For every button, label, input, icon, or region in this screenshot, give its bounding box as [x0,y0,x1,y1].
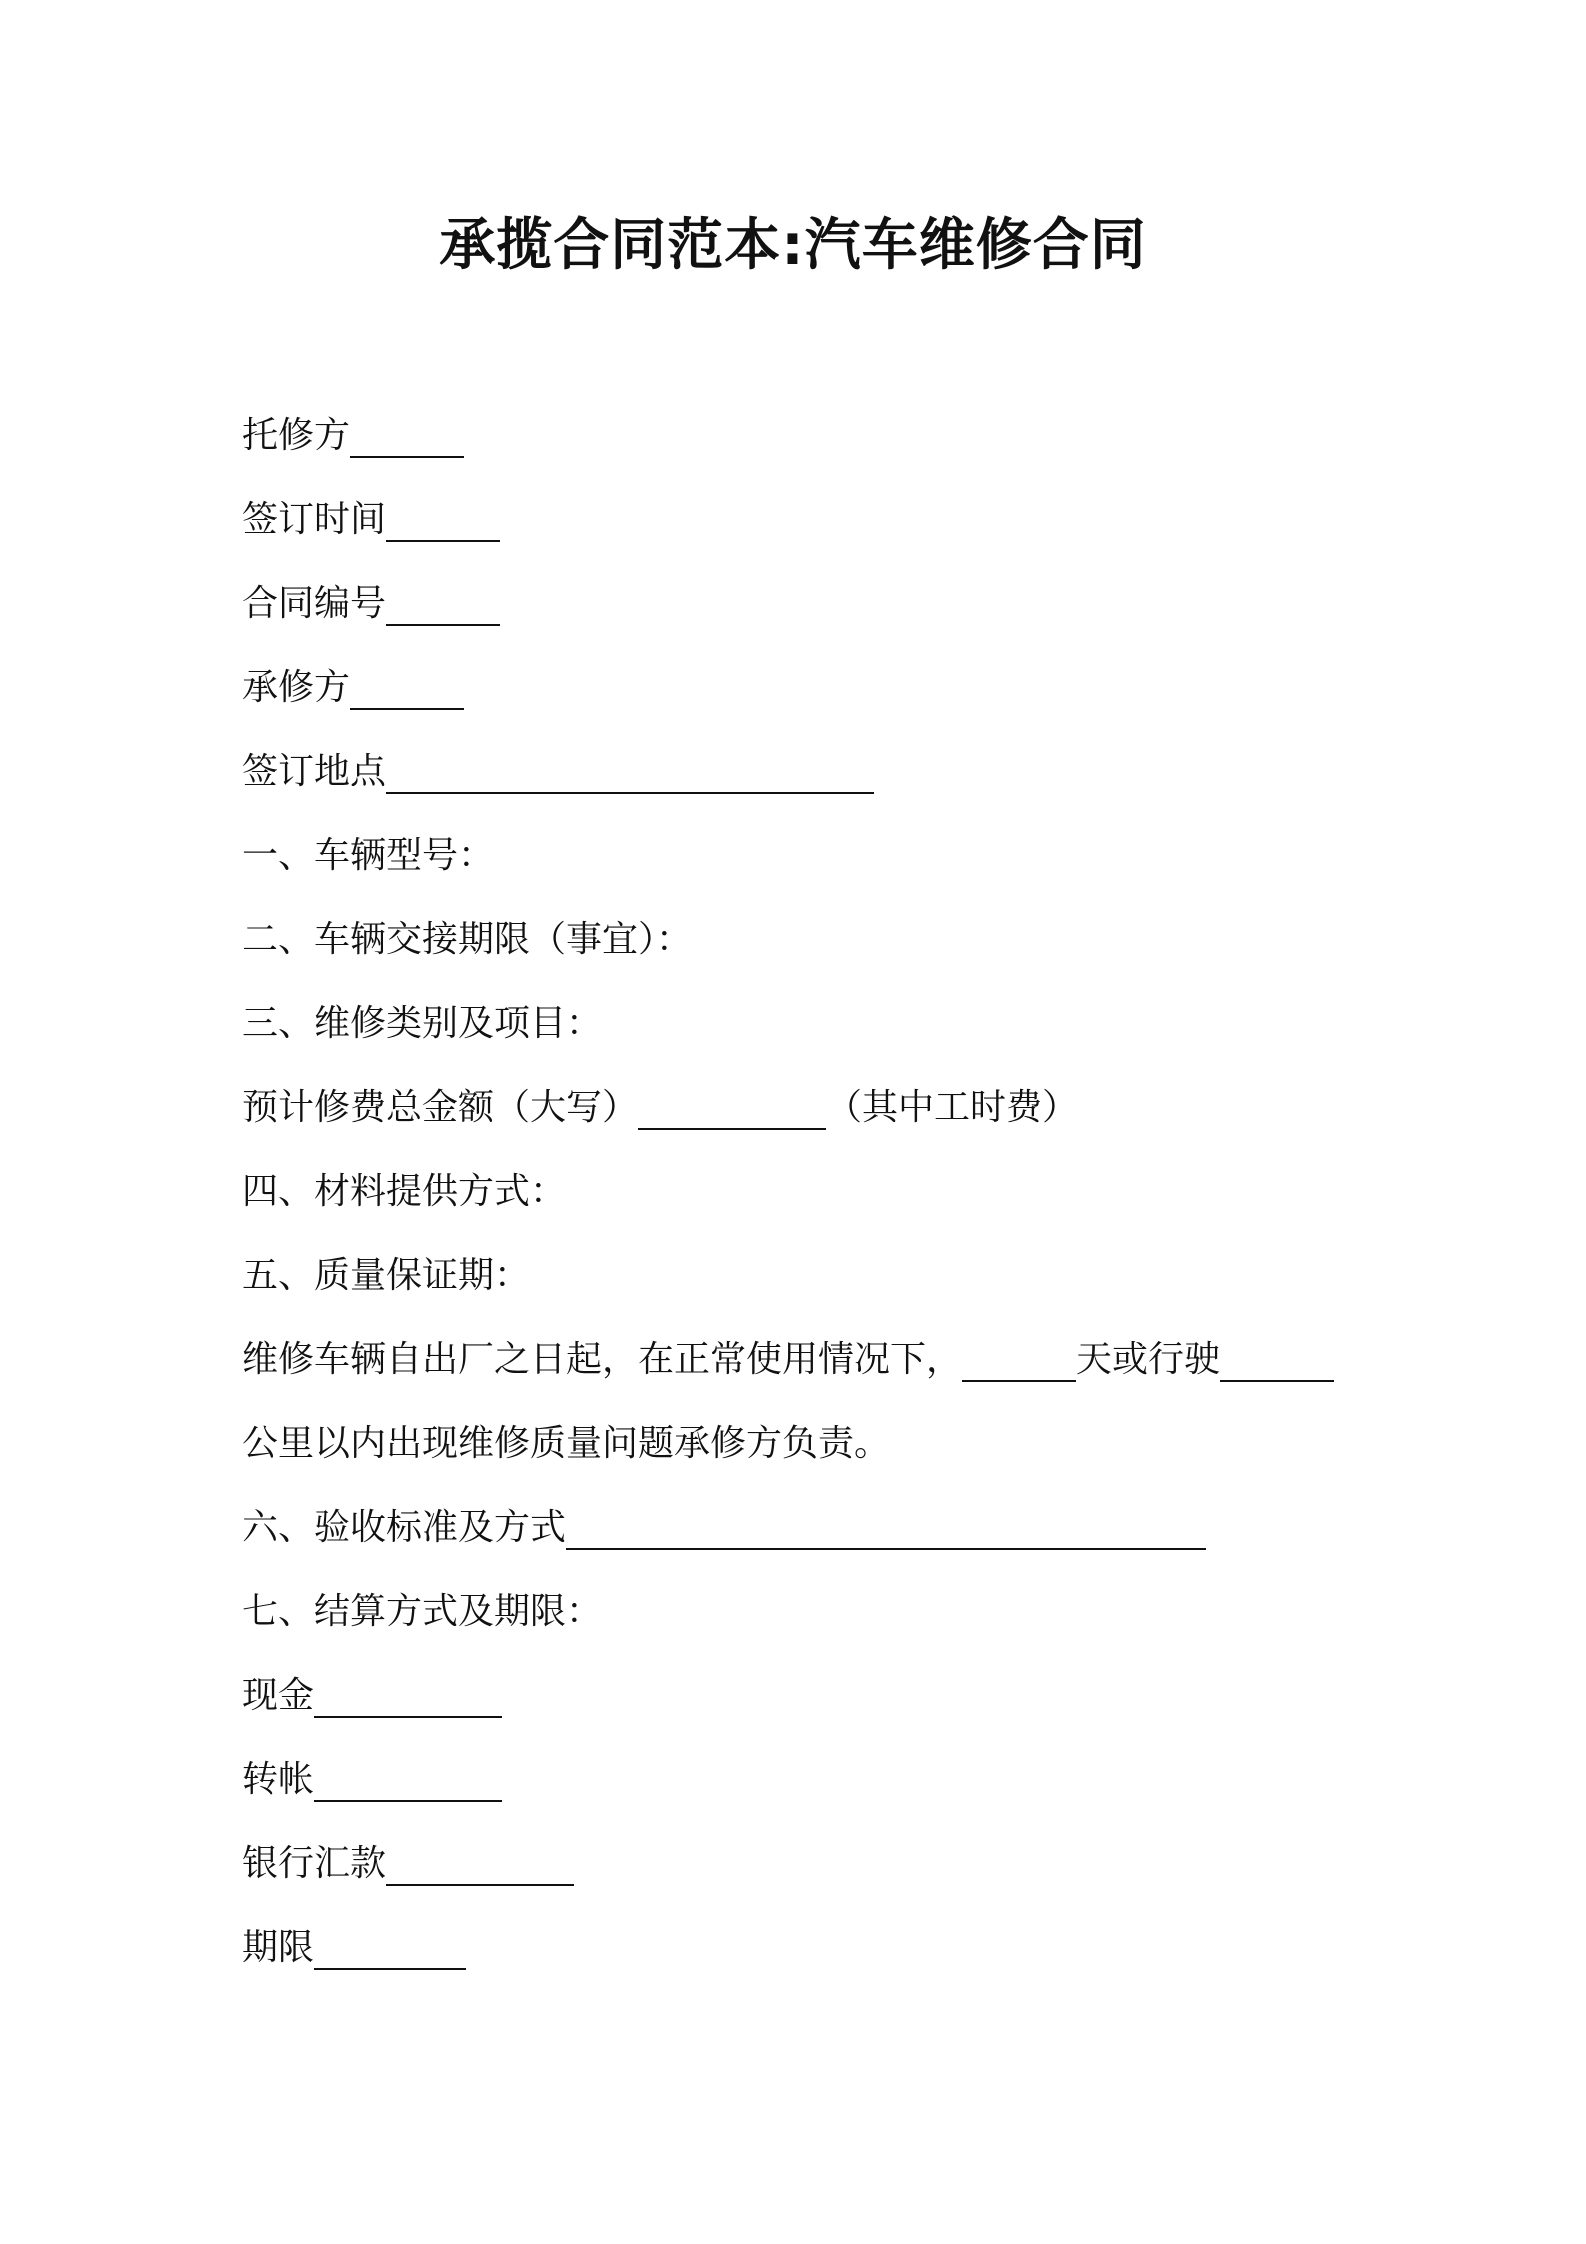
warranty-text-c: 公里以内出现维修质量问题承修方负责。 [242,1423,891,1464]
transfer-blank[interactable] [314,1754,502,1802]
bank-remit-line [242,1832,1362,1916]
sign-date-line [242,488,1362,572]
sign-place-blank[interactable] [386,746,874,794]
sign-place-line [242,740,1362,824]
contractor-line [242,656,1362,740]
term-label: 期限 [242,1927,315,1968]
warranty-km-blank[interactable] [1220,1334,1334,1382]
handover-clause: 二、车辆交接期限（事宜）： [242,919,693,960]
warranty-text-b: 天或行驶 [1076,1339,1221,1380]
warranty-clause: 五、质量保证期： [242,1255,531,1296]
settlement-clause: 七、结算方式及期限： [242,1591,603,1632]
acceptance-line [242,1496,1362,1580]
materials-clause: 四、材料提供方式： [242,1171,567,1212]
transfer-line [242,1748,1362,1832]
contract-no-blank[interactable] [386,578,500,626]
document-title: 承揽合同范本:汽车维修合同 [439,213,1147,278]
estimate-blank[interactable] [638,1082,826,1130]
client-label: 托修方 [242,415,351,456]
contractor-label: 承修方 [242,667,351,708]
sign-place-label: 签订地点 [242,751,387,792]
warranty-text-a: 维修车辆自出厂之日起，在正常使用情况下， [242,1339,963,1380]
bank-remit-label: 银行汇款 [242,1843,387,1884]
contractor-blank[interactable] [350,662,464,710]
warranty-text-line [242,1328,1362,1412]
client-line [242,404,1362,488]
contract-no-line [242,572,1362,656]
vehicle-model-clause: 一、车辆型号： [242,835,495,876]
contract-body [242,404,1362,2000]
term-line [242,1916,1362,2000]
cash-line [242,1664,1362,1748]
warranty-days-blank[interactable] [962,1334,1076,1382]
contract-no-label: 合同编号 [242,583,387,624]
transfer-label: 转帐 [242,1759,315,1800]
term-blank[interactable] [314,1922,466,1970]
estimate-suffix: （其中工时费） [826,1087,1079,1128]
acceptance-blank[interactable] [566,1502,1206,1550]
client-blank[interactable] [350,410,464,458]
cash-label: 现金 [242,1675,315,1716]
estimate-line [242,1076,1362,1160]
acceptance-label: 六、验收标准及方式 [242,1507,567,1548]
sign-date-label: 签订时间 [242,499,387,540]
cash-blank[interactable] [314,1670,502,1718]
repair-type-clause: 三、维修类别及项目： [242,1003,603,1044]
bank-remit-blank[interactable] [386,1838,574,1886]
estimate-prefix: 预计修费总金额（大写） [242,1087,639,1128]
sign-date-blank[interactable] [386,494,500,542]
